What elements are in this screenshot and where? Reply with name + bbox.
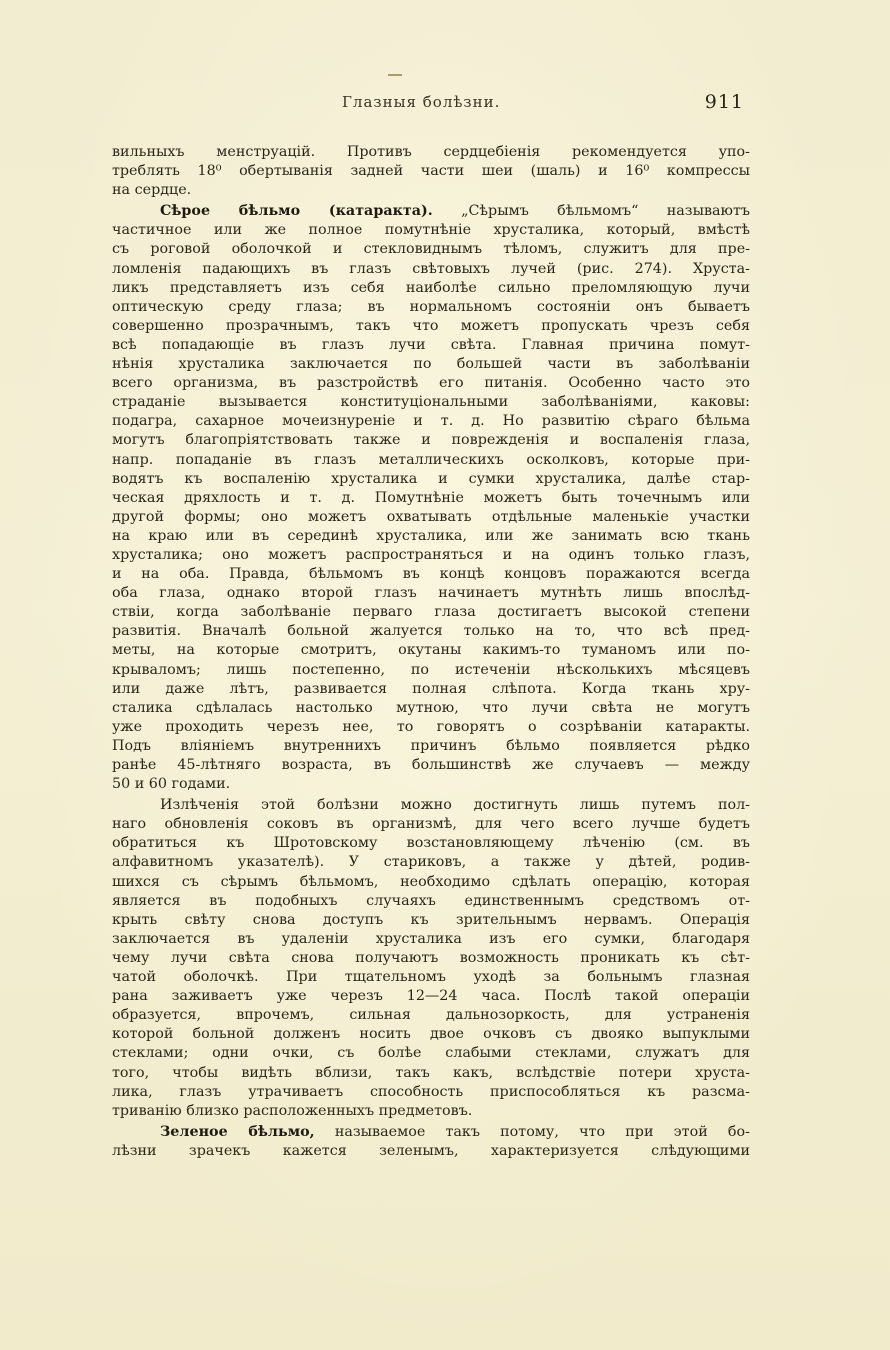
text-line: чатой оболочкѣ. При тщательномъ уходѣ за больнымъ глазная [112,969,750,986]
text-line: съ роговой оболочкой и стекловиднымъ тѣломъ, служитъ для пре- [112,241,750,258]
text-line: рана заживаетъ уже черезъ 12—24 часа. Послѣ такой операціи [112,988,750,1005]
running-title: Глазныя болѣзни. [342,93,501,111]
text-line: наго обновленія соковъ въ организмѣ, для чего всего лучше будетъ [112,816,750,833]
paragraph-cataract [112,202,750,794]
text-line: заключается въ удаленіи хрусталика изъ его сумки, благодаря [112,930,750,947]
text-line: лѣзни зрачекъ кажется зеленымъ, характеризуется слѣдующими [112,1142,750,1159]
paragraph-glaucoma [112,1123,750,1161]
text-run: „Сѣрымъ бѣльмомъ“ называютъ [432,203,750,220]
text-run: называемое такъ потому, что при этой бо- [314,1123,750,1140]
text-line: Подъ вліяніемъ внутреннихъ причинъ бѣльмо появляется рѣдко [112,737,750,754]
text-line [112,202,750,221]
ornament-dash [388,74,402,76]
text-line: чему лучи свѣта снова получаютъ возможность проникать къ сѣт- [112,949,750,966]
text-line [112,1123,750,1142]
text-line: ломленія падающихъ въ глазъ свѣтовыхъ лучей (рис. 274). Хруста- [112,260,750,277]
text-line: 50 и 60 годами. [112,776,231,793]
text-line: стеклами; одни очки, съ болѣе слабыми стеклами, служатъ для [112,1045,750,1062]
text-line: меты, на которые смотритъ, окутаны какимъ-то туманомъ или по- [112,642,750,659]
text-line: на сердце. [112,182,192,199]
text-line: которой больной долженъ носить двое очковъ съ двояко выпуклыми [112,1026,750,1043]
text-line: ликъ представляетъ изъ себя наиболѣе сильно преломляющую лучи [112,279,750,296]
page-header [112,93,752,119]
text-line: является въ подобныхъ случаяхъ единственнымъ средствомъ от- [112,892,750,909]
text-line: нѣнія хрусталика заключается по большей части въ заболѣваніи [112,356,750,373]
text-line: того, чтобы видѣть вблизи, такъ какъ, вслѣдствіе потери хруста- [112,1064,750,1081]
text-line: вильныхъ менструацій. Противъ сердцебіенія рекомендуется упо- [112,144,750,160]
text-line: крыть свѣту снова доступъ къ зрительнымъ нервамъ. Операція [112,911,750,928]
text-line: могутъ благопріятствовать также и поврежденія и воспаленія глаза, [112,432,750,449]
section-heading-glaucoma: Зеленое бѣльмо, [160,1123,315,1140]
text-line: лика, глазъ утрачиваетъ способность приспособляться къ разсма- [112,1083,750,1100]
text-line: всего организма, въ разстройствѣ его питанія. Особенно часто это [112,375,750,392]
text-line: водятъ къ воспаленію хрусталика и сумки хрусталика, далѣе стар- [112,470,750,487]
text-line: уже проходить черезъ нее, то говорятъ о созрѣваніи катаракты. [112,718,750,735]
paragraph [112,143,750,200]
text-line: подагра, сахарное мочеизнуреніе и т. д. Но развитію сѣраго бѣльма [112,413,750,430]
text-line: развитія. Вначалѣ больной жалуется только на то, что всѣ пред- [112,623,750,640]
text-line: Излѣченія этой болѣзни можно достигнуть лишь путемъ пол- [160,797,750,814]
text-line: страданіе вызывается конституціональными заболѣваніями, каковы: [112,394,750,411]
text-line: триванію близко расположенныхъ предметовъ. [112,1102,473,1119]
text-line: треблять 18⁰ обертыванія задней части шеи (шаль) и 16⁰ компрессы [112,163,750,180]
body-text [112,143,750,1163]
text-line: всѣ попадающіе въ глазъ лучи свѣта. Главная причина помут- [112,336,750,353]
text-line: оптическую среду глаза; въ нормальномъ состояніи онъ бываетъ [112,298,750,315]
text-line: ранѣе 45-лѣтняго возраста, въ большинствѣ же случаевъ — между [112,757,750,773]
text-line: или даже лѣтъ, развивается полная слѣпота. Когда ткань хру- [112,680,750,697]
text-line: другой формы; оно можетъ охватывать отдѣльные маленькіе участки [112,508,750,525]
text-line: обратиться къ Шротовскому возстановляющему лѣченію (см. въ [112,835,750,852]
text-line: ствіи, когда заболѣваніе перваго глаза достигаетъ высокой степени [112,604,750,621]
text-line: частичное или же полное помутнѣніе хрусталика, который, вмѣстѣ [112,222,750,239]
text-line: шихся съ сѣрымъ бѣльмомъ, необходимо сдѣлать операцію, которая [112,873,750,890]
text-line: и на оба. Правда, бѣльмомъ въ концѣ концовъ поражаются всегда [112,566,750,583]
text-line: ческая дряхлость и т. д. Помутнѣніе можетъ быть точечнымъ или [112,489,750,506]
text-line: хрусталика; оно можетъ распространяться и на одинъ только глазъ, [112,546,750,563]
text-line: крываломъ; лишь постепенно, по истеченіи нѣсколькихъ мѣсяцевъ [112,661,750,678]
text-line: оба глаза, однако второй глазъ начинаетъ мутнѣть лишь впослѣд- [112,585,750,602]
text-line: алфавитномъ указателѣ). У стариковъ, а также у дѣтей, родив- [112,854,750,871]
text-line: совершенно прозрачнымъ, такъ что можетъ пропускать чрезъ себя [112,317,750,334]
text-line: сталика сдѣлалась настолько мутною, что лучи свѣта не могутъ [112,699,750,716]
text-line: образуется, впрочемъ, сильная дальнозоркость, для устраненія [112,1007,750,1024]
paragraph-treatment [112,796,750,1121]
text-line: на краю или въ серединѣ хрусталика, или же занимать всю ткань [112,527,750,544]
page-number: 911 [704,91,744,113]
text-line: напр. попаданіе въ глазъ металлическихъ осколковъ, которые при- [112,451,750,468]
section-heading-cataract: Сѣрое бѣльмо (катаракта). [160,203,433,220]
